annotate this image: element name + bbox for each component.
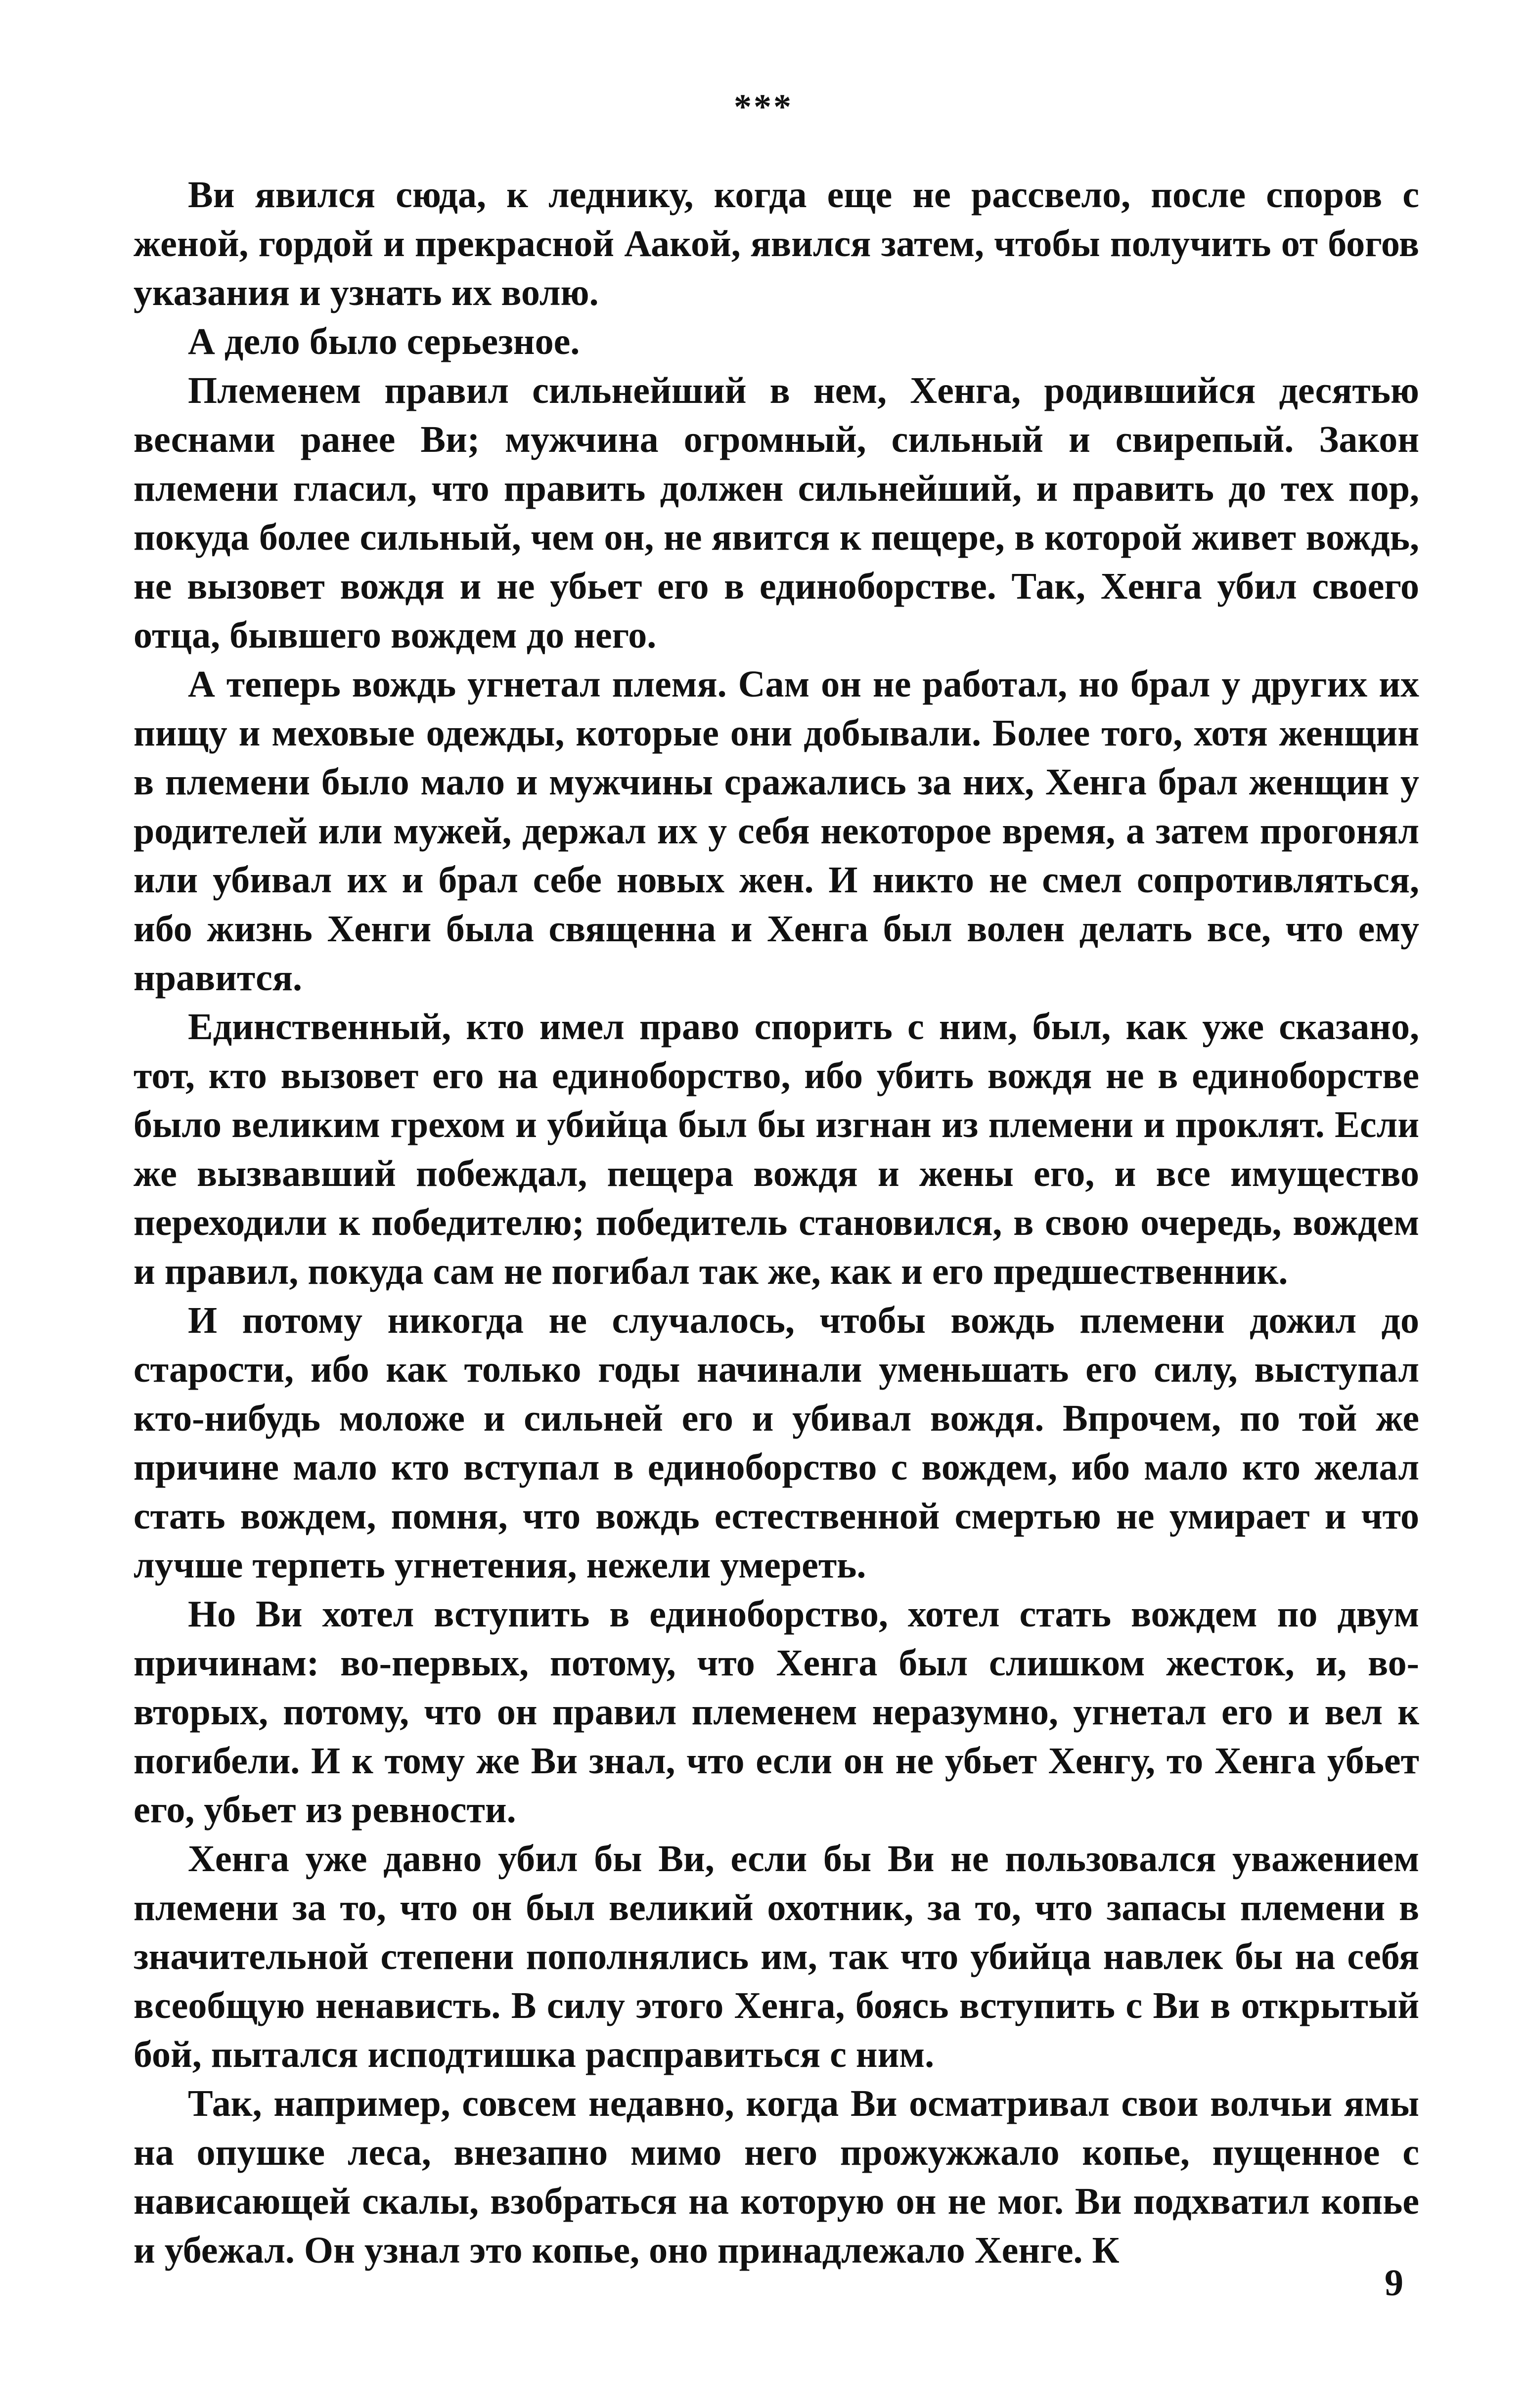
section-separator: *** (734, 87, 793, 127)
paragraph: Но Ви хотел вступить в единоборство, хотел стать вождем по двум причинам: во-первых, потому, что Хенга был слишком жесток, и, во-вторых, потому, что он правил племенем неразумно, угнетал его и вел к погибели. И к тому же Ви знал, что если он не убьет Хенгу, то Хенга убьет его, убьет из ревности. (134, 1593, 1419, 1831)
paragraph: А теперь вождь угнетал племя. Сам он не работал, но брал у других их пищу и меховые одежды, которые они добывали. Более того, хотя женщин в племени было мало и мужчины сражались за них, Хенга брал женщин у родителей или мужей, держал их у себя некоторое время, а затем прогонял или убивал их и брал себе новых жен. И никто не смел сопротивляться, ибо жизнь Хенги была священна и Хенга был волен делать все, что ему нравится. (134, 663, 1419, 999)
paragraph: Племенем правил сильнейший в нем, Хенга, родившийся десятью веснами ранее Ви; мужчина огромный, сильный и свирепый. Закон племени гласил, что править должен сильнейший, и править до тех пор, покуда более сильный, чем он, не явится к пещере, в которой живет вождь, не вызовет вождя и не убьет его в единоборстве. Так, Хенга убил своего отца, бывшего вождем до него. (134, 370, 1419, 656)
paragraph: Единственный, кто имел право спорить с ним, был, как уже сказано, тот, кто вызовет его на единоборство, ибо убить вождя не в единоборстве было великим грехом и убийца был бы изгнан из племени и проклят. Если же вызвавший побеждал, пещера вождя и жены его, и все имущество переходили к победителю; победитель становился, в свою очередь, вождем и правил, покуда сам не погибал так же, как и его предшественник. (134, 1006, 1419, 1292)
paragraph: Ви явился сюда, к леднику, когда еще не рассвело, после споров с женой, гордой и прекрасной Аакой, явился затем, чтобы получить от богов указания и узнать их волю. (134, 174, 1419, 313)
paragraph: И потому никогда не случалось, чтобы вождь племени дожил до старости, ибо как только годы начинали уменьшать его силу, выступал кто-нибудь моложе и сильней его и убивал вождя. Впрочем, по той же причине мало кто вступал в единоборство с вождем, ибо мало кто желал стать вождем, помня, что вождь естественной смертью не умирает и что лучше терпеть угнетения, нежели умереть. (134, 1300, 1419, 1586)
page-number: 9 (1385, 2262, 1403, 2304)
paragraph: Хенга уже давно убил бы Ви, если бы Ви не пользовался уважением племени за то, что он был великий охотник, за то, что запасы племени в значительной степени пополнялись им, так что убийца навлек бы на себя всеобщую ненависть. В силу этого Хенга, боясь вступить с Ви в открытый бой, пытался исподтишка расправиться с ним. (134, 1838, 1419, 2075)
body-text (134, 171, 1419, 2275)
paragraph: Так, например, совсем недавно, когда Ви осматривал свои волчьи ямы на опушке леса, внезапно мимо него прожужжало копье, пущенное с нависающей скалы, взобраться на которую он не мог. Ви подхватил копье и убежал. Он узнал это копье, оно принадлежало Хенге. К (134, 2083, 1419, 2271)
paragraph: А дело было серьезное. (188, 321, 580, 362)
